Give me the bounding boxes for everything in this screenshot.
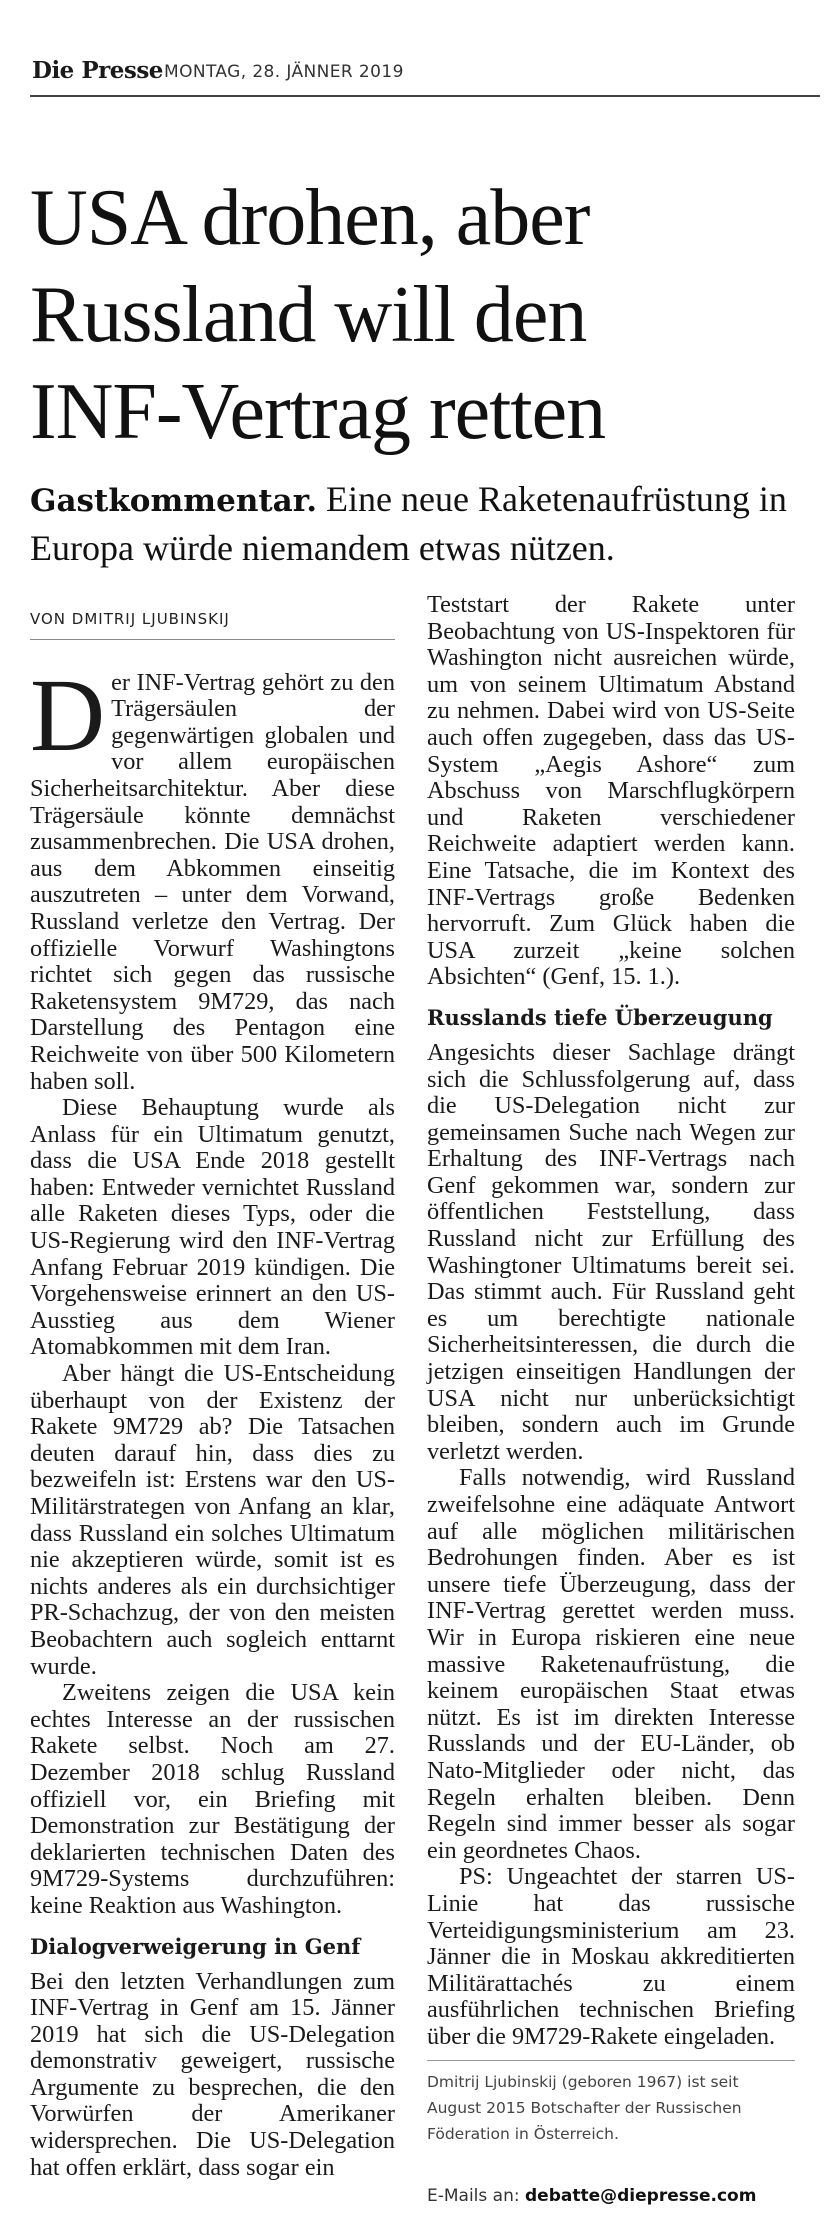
article-headline [30, 170, 820, 461]
headline-line: INF-Vertrag retten [30, 368, 606, 456]
article-paragraph: Zweitens zeigen die USA kein echtes Interesse an der russischen Rakete selbst. Noch am 27. Dezember 2018 schlug Russland offiziell vor, ein Briefing mit Demonstration zur Bestätigung der deklarierten technischen Daten des 9M729-Systems durchzuführen: keine Reaktion aus Washington. [30, 1679, 395, 1919]
subheading: Dialogverweigerung in Genf [30, 1933, 361, 1959]
article-paragraph: Falls notwendig, wird Russland zweifelsohne eine adäquate Antwort auf alle möglichen militärischen Bedrohungen finden. Aber es ist unsere tiefe Überzeugung, dass der INF-Vertrag gerettet werden muss. Wir in Europa riskieren eine neue massive Raketenaufrüstung, die keinem europäischen Staat etwas nützt. Es ist im direkten Interesse Russlands und der EU-Länder, ob Nato-Mitglieder oder nicht, das Regeln erhalten bleiben. Denn Regeln sind immer besser als sogar ein geordnetes Chaos. [427, 1464, 795, 1864]
article-paragraph: PS: Ungeachtet der starren US-Linie hat das russische Verteidigungsministerium am 23. Jänner die in Moskau akkreditierten Militärattachés zu einem ausführlichen technischen Briefing über die 9M729-Rakete eingeladen. [427, 1863, 795, 2050]
article-column-right [427, 592, 795, 2050]
paragraph-text: er INF-Vertrag gehört zu den Trägersäulen der gegenwärtigen globalen und vor allem europäischen Sicherheitsarchitektur. Aber diese Trägersäule könnte demnächst zusammenbrechen. Die USA drohen, aus dem Abkommen einseitig auszutreten – unter dem Vorwand, Russland verletze den Vertrag. Der offizielle Vorwurf Washingtons richtet sich gegen das russische Raketensystem 9M729, das nach Darstellung des Pentagon eine Reichweite von über 500 Kilometern haben soll. [30, 668, 395, 1095]
article-paragraph: Angesichts dieser Sachlage drängt sich die Schlussfolgerung auf, dass die US-Delegation nicht zur gemeinsamen Suche nach Wegen zur Erhaltung des INF-Vertrags nach Genf gekommen war, sondern zur öffentlichen Feststellung, dass Russland nicht zur Erfüllung des Washingtoner Ultimatums bereit sei. Das stimmt auch. Für Russland geht es um berechtigte nationale Sicherheitsinteressen, die durch die jetzigen einseitigen Handlungen der USA nicht nur unberücksichtigt bleiben, sondern auch im Grunde verletzt werden. [427, 1038, 795, 1465]
article-paragraph: Diese Behauptung wurde als Anlass für ein Ultimatum genutzt, dass die USA Ende 2018 gestellt haben: Entweder vernichtet Russland alle Raketen dieses Typs, oder die US-Regierung wird den INF-Vertrag Anfang Februar 2019 kündigen. Die Vorgehensweise erinnert an den US-Ausstieg aus dem Wiener Atomabkommen mit dem Iran. [30, 1094, 395, 1361]
email-label: E-Mails an: [427, 2186, 525, 2206]
article-paragraph [30, 657, 395, 1096]
byline: VON DMITRIJ LJUBINSKIJ [30, 606, 395, 640]
standfirst-text: Eine neue Raketenaufrüstung in Europa würde niemandem etwas nützen. [30, 479, 787, 568]
newspaper-brand: Die Presse [32, 57, 163, 84]
email-address: debatte@diepresse.com [525, 2186, 757, 2206]
masthead [30, 55, 820, 97]
article-paragraph-continued: Teststart der Rakete unter Beobachtung von US-Inspektoren für Washington nicht ausreichen würde, um von seinem Ultimatum Abstand zu nehmen. Dabei wird von US-Seite auch offen zugegeben, dass das US-System „Aegis Ashore“ zum Abschuss von Marschflugkörpern und Raketen verschiedener Reichweite adaptiert werden kann. Eine Tatsache, die im Kontext des INF-Vertrags große Bedenken hervorruft. Zum Glück haben die USA zurzeit „keine solchen Absichten“ (Genf, 15. 1.). [427, 591, 795, 991]
standfirst-kicker: Gastkommentar. [30, 483, 318, 519]
contact-email-line [427, 2186, 756, 2206]
headline-line: Russland will den [30, 271, 587, 359]
headline-line: USA drohen, aber [30, 174, 590, 262]
drop-cap: D [30, 657, 106, 773]
article-column-left [30, 606, 395, 2181]
paragraph-text: Bei den letzten Verhandlungen zum INF-Vertrag in Genf am 15. Jänner 2019 hat sich die US-Delegation demonstrativ geweigert, russische Argumente zu besprechen, die den Vorwürfen der Amerikaner widersprechen. Die US-Delegation hat offen erklärt, dass sogar ein [30, 1967, 395, 2181]
author-note: Dmitrij Ljubinskij (geboren 1967) ist seit August 2015 Botschafter der Russischen Föderation in Österreich. [427, 2060, 795, 2147]
subheading: Russlands tiefe Überzeugung [427, 1004, 773, 1030]
issue-date: MONTAG, 28. JÄNNER 2019 [164, 62, 404, 82]
article-paragraph: Aber hängt die US-Entscheidung überhaupt von der Existenz der Rakete 9M729 ab? Die Tatsachen deuten darauf hin, dass dies zu bezweifeln ist: Erstens war den US-Militärstrategen von Anfang an klar, dass Russland ein solches Ultimatum nie akzeptieren würde, somit ist es nichts anderes als ein durchsichtiger PR-Schachzug, der von den meisten Beobachtern auch sogleich enttarnt wurde. [30, 1360, 395, 1680]
standfirst [30, 476, 820, 572]
article-paragraph [30, 1969, 395, 2182]
